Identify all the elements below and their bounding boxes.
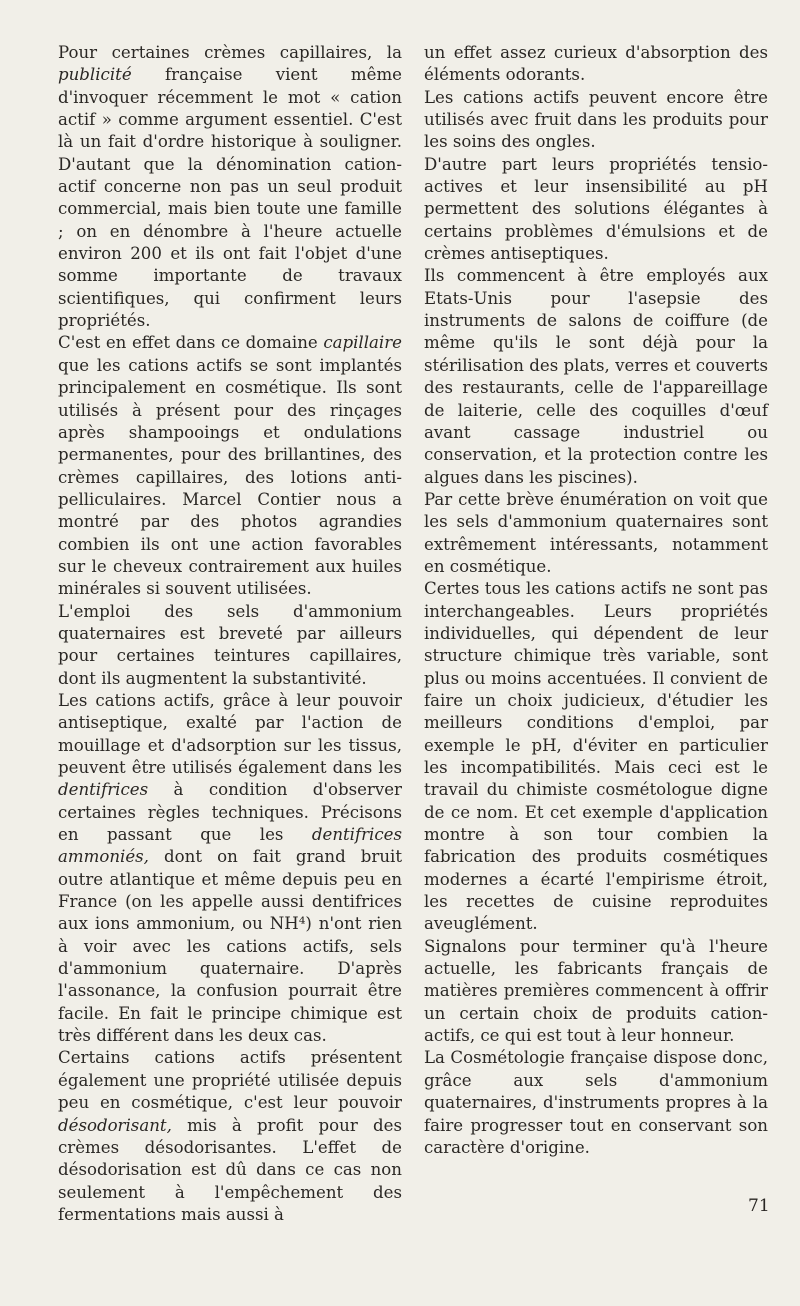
paragraph <box>424 87 768 154</box>
paragraph <box>58 601 402 690</box>
paragraph <box>58 690 402 1048</box>
text-run: L'emploi des sels d'ammonium quaternaires est breveté par ailleurs pour certaines teintures capillaires, dont ils augmentent la substantivité. <box>58 601 402 688</box>
text-run: Signalons pour terminer qu'à l'heure actuelle, les fabricants français de matières premières commencent à offrir un certain choix de produits cation-actifs, ce qui est tout à leur honneur. <box>424 936 768 1046</box>
text-run: C'est en effet dans ce domaine <box>58 333 324 353</box>
page-number: 71 <box>748 1196 770 1216</box>
paragraph <box>424 936 768 1048</box>
text-run: Les cations actifs peuvent encore être utilisés avec fruit dans les produits pour les soins des ongles. <box>424 87 768 152</box>
text-run: Par cette brève énumération on voit que les sels d'ammonium quaternaires sont extrêmement intéressants, notamment en cosmétique. <box>424 489 768 576</box>
text-run: Ils commencent à être employés aux Etats-Unis pour l'asepsie des instruments de salons de coiffure (de même qu'ils le sont déjà pour la stérilisation des plats, verres et couverts des restaurants, celle de l'appareillage de laiterie, celle des coquilles d'œuf avant cassage industriel ou conservation, et la protection contre les algues dans les piscines). <box>424 266 768 487</box>
paragraph <box>424 154 768 266</box>
text-run: Certains cations actifs présentent également une propriété utilisée depuis peu en cosmétique, c'est leur pouvoir <box>58 1048 402 1113</box>
text-run: française vient même d'invoquer récemment le mot « cation actif » comme argument essentiel. C'est là un fait d'ordre historique à souligner. D'autant que la dénomination cation-actif concerne non pas un seul produit commercial, mais bien toute une famille ; on en dénombre à l'heure actuelle environ 200 et ils ont fait l'objet d'une somme importante de travaux scientifiques, qui confirment leurs propriétés. <box>58 65 402 331</box>
text-run: dont on fait grand bruit outre atlantique et même depuis peu en France (on les appelle aussi dentifrices aux ions ammonium, ou NH⁴) n'ont rien à voir avec les cations actifs, sels d'ammonium quaternaire. D'après l'assonance, la confusion pourrait être facile. En fait le principe chimique est très différent dans les deux cas. <box>58 847 402 1046</box>
italic-term: dentifrices ammoniés, <box>58 825 402 867</box>
paragraph <box>424 42 768 87</box>
text-run: mis à profit pour des crèmes désodorisantes. L'effet de désodorisation est dû dans ce cas non seulement à l'empêchement des fermentations mais aussi à <box>58 1115 402 1224</box>
text-run: un effet assez curieux d'absorption des éléments odorants. <box>424 43 768 85</box>
text-run: D'autre part leurs propriétés tensio-actives et leur insensibilité au pH permettent des solutions élégantes à certains problèmes d'émulsions et de crèmes antiseptiques. <box>424 154 768 264</box>
text-run: Pour certaines crèmes capillaires, la <box>58 43 402 62</box>
left-column <box>58 42 402 1226</box>
italic-term: désodorisant, <box>58 1115 172 1135</box>
paragraph <box>424 1047 768 1159</box>
right-column <box>424 42 768 1159</box>
text-run: La Cosmétologie française dispose donc, grâce aux sels d'ammonium quaternaires, d'instruments propres à la faire progresser tout en conservant son caractère d'origine. <box>424 1048 768 1157</box>
paragraph <box>58 332 402 600</box>
italic-term: dentifrices <box>58 780 149 800</box>
text-run: Certes tous les cations actifs ne sont pas interchangeables. Leurs propriétés individuelles, qui dépendent de leur structure chimique très variable, sont plus ou moins accentuées. Il convient de faire un choix judicieux, d'étudier les meilleurs conditions d'emploi, par exemple le pH, d'éviter en particulier les incompatibilités. Mais ceci est le travail du chimiste cosmétologue digne de ce nom. Et cet exemple d'application montre à son tour combien la fabrication des produits cosmétiques modernes a écarté l'empirisme étroit, les recettes de cuisine reproduites aveuglément. <box>424 579 768 934</box>
paragraph <box>424 265 768 488</box>
text-run: Les cations actifs, grâce à leur pouvoir antiseptique, exalté par l'action de mouillage et d'adsorption sur les tissus, peuvent être utilisés également dans les <box>58 690 402 777</box>
text-run: que les cations actifs se sont implantés principalement en cosmétique. Ils sont utilisés à présent pour des rinçages après shampooings et ondulations permanentes, pour des brillantines, des crèmes capillaires, des lotions anti-pelliculaires. Marcel Contier nous a montré par des photos agrandies combien ils ont une action favorables sur le cheveux contrairement aux huiles minérales si souvent utilisées. <box>58 355 402 599</box>
italic-term: capillaire <box>323 333 402 353</box>
paragraph <box>58 42 402 332</box>
paragraph <box>58 1047 402 1226</box>
text-run: à condition d'observer certaines règles techniques. Précisons en passant que les <box>58 780 402 845</box>
italic-term: publicité <box>58 65 132 85</box>
paragraph <box>424 489 768 578</box>
paragraph <box>424 578 768 936</box>
